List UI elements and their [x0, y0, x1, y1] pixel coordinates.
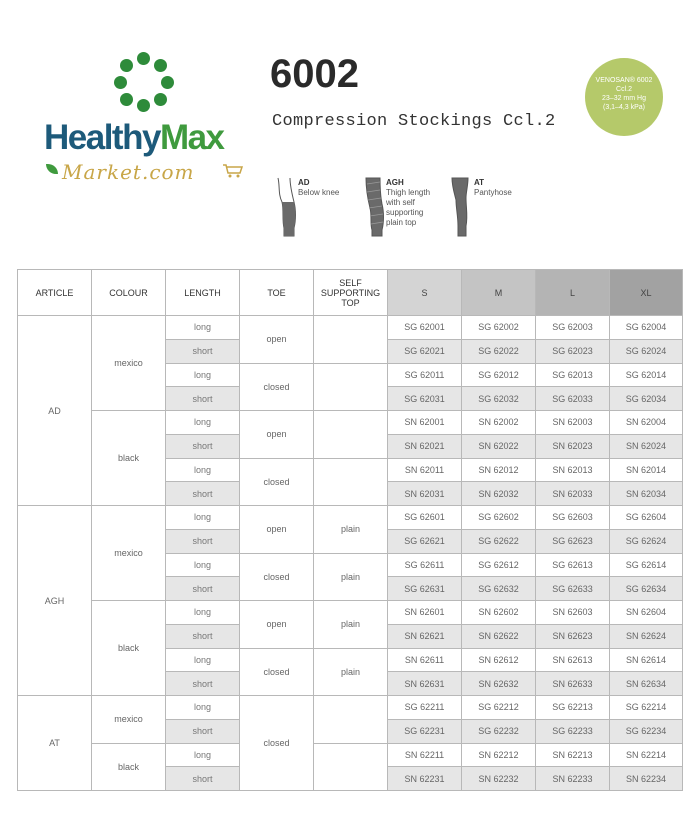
cart-icon	[222, 164, 244, 178]
venosan-badge	[585, 58, 663, 136]
table-row	[18, 411, 683, 435]
code-cell: SG 62232	[462, 719, 536, 743]
code-cell: SN 62601	[388, 601, 462, 625]
code-cell: SG 62632	[462, 577, 536, 601]
code-cell: SG 62612	[462, 553, 536, 577]
toe-cell: open	[240, 316, 314, 364]
code-cell: SN 62611	[388, 648, 462, 672]
length-cell: short	[166, 767, 240, 791]
code-cell: SN 62231	[388, 767, 462, 791]
top-cell	[314, 363, 388, 411]
code-cell: SG 62613	[536, 553, 610, 577]
top-cell	[314, 696, 388, 744]
code-cell: SG 62211	[388, 696, 462, 720]
variant-desc: Thigh length with self supporting plain top	[386, 188, 431, 227]
code-cell: SN 62613	[536, 648, 610, 672]
top-cell: plain	[314, 601, 388, 649]
code-cell: SG 62633	[536, 577, 610, 601]
badge-line-1: VENOSAN® 6002	[595, 77, 653, 84]
header-size-xl: XL	[610, 270, 683, 316]
length-cell: short	[166, 482, 240, 506]
length-cell: short	[166, 529, 240, 553]
colour-cell: black	[92, 601, 166, 696]
top-cell	[314, 411, 388, 459]
code-cell: SN 62002	[462, 411, 536, 435]
table-row	[18, 506, 683, 530]
top-cell	[314, 458, 388, 506]
code-cell: SG 62603	[536, 506, 610, 530]
top-cell	[314, 316, 388, 364]
code-cell: SN 62622	[462, 624, 536, 648]
code-cell: SG 62021	[388, 339, 462, 363]
article-cell: AT	[18, 696, 92, 791]
badge-line-3: 23–32 mm Hg	[602, 95, 646, 102]
toe-cell: open	[240, 601, 314, 649]
code-cell: SN 62621	[388, 624, 462, 648]
code-cell: SN 62631	[388, 672, 462, 696]
code-cell: SN 62612	[462, 648, 536, 672]
code-cell: SN 62003	[536, 411, 610, 435]
variant-desc: Below knee	[298, 188, 340, 197]
code-cell: SG 62212	[462, 696, 536, 720]
code-cell: SG 62031	[388, 387, 462, 411]
top-cell: plain	[314, 506, 388, 554]
code-cell: SN 62034	[610, 482, 683, 506]
healthymax-logo	[44, 52, 244, 192]
colour-cell: black	[92, 743, 166, 791]
code-cell: SG 62631	[388, 577, 462, 601]
table-row	[18, 696, 683, 720]
code-cell: SG 62214	[610, 696, 683, 720]
code-cell: SN 62633	[536, 672, 610, 696]
variant-code: AGH	[386, 178, 404, 187]
toe-cell: open	[240, 506, 314, 554]
code-cell: SN 62624	[610, 624, 683, 648]
code-cell: SN 62234	[610, 767, 683, 791]
logo-dots-icon	[114, 52, 174, 112]
length-cell: short	[166, 339, 240, 363]
thigh-stocking-icon	[362, 176, 386, 240]
code-cell: SN 62012	[462, 458, 536, 482]
code-cell: SN 62033	[536, 482, 610, 506]
length-cell: short	[166, 624, 240, 648]
code-cell: SN 62214	[610, 743, 683, 767]
toe-cell: closed	[240, 363, 314, 411]
code-cell: SN 62603	[536, 601, 610, 625]
length-cell: long	[166, 363, 240, 387]
code-cell: SN 62604	[610, 601, 683, 625]
colour-cell: mexico	[92, 696, 166, 744]
code-cell: SG 62604	[610, 506, 683, 530]
code-cell: SG 62602	[462, 506, 536, 530]
product-number: 6002	[270, 52, 359, 96]
code-cell: SG 62034	[610, 387, 683, 411]
length-cell: short	[166, 434, 240, 458]
header-size-l: L	[536, 270, 610, 316]
code-cell: SN 62634	[610, 672, 683, 696]
code-cell: SG 62032	[462, 387, 536, 411]
length-cell: short	[166, 577, 240, 601]
toe-cell: closed	[240, 553, 314, 601]
code-cell: SN 62024	[610, 434, 683, 458]
code-cell: SN 62031	[388, 482, 462, 506]
code-cell: SG 62622	[462, 529, 536, 553]
table-header-row	[18, 270, 683, 316]
logo-wordmark: HealthyMax	[44, 118, 224, 157]
toe-cell: closed	[240, 696, 314, 791]
length-cell: long	[166, 458, 240, 482]
toe-cell: open	[240, 411, 314, 459]
length-cell: short	[166, 719, 240, 743]
table-row	[18, 601, 683, 625]
code-cell: SN 62632	[462, 672, 536, 696]
code-cell: SG 62231	[388, 719, 462, 743]
header-toe: TOE	[240, 270, 314, 316]
product-spec-table	[17, 269, 683, 791]
code-cell: SG 62634	[610, 577, 683, 601]
code-cell: SG 62234	[610, 719, 683, 743]
length-cell: short	[166, 672, 240, 696]
code-cell: SN 62213	[536, 743, 610, 767]
code-cell: SN 62011	[388, 458, 462, 482]
code-cell: SG 62014	[610, 363, 683, 387]
logo-tagline: Market.com	[62, 160, 195, 184]
top-cell: plain	[314, 553, 388, 601]
variant-code: AT	[474, 178, 485, 187]
code-cell: SG 62023	[536, 339, 610, 363]
length-cell: long	[166, 316, 240, 340]
code-cell: SG 62012	[462, 363, 536, 387]
below-knee-stocking-icon	[274, 176, 298, 240]
code-cell: SN 62233	[536, 767, 610, 791]
code-cell: SN 62014	[610, 458, 683, 482]
code-cell: SN 62232	[462, 767, 536, 791]
variant-desc: Pantyhose	[474, 188, 512, 197]
code-cell: SG 62002	[462, 316, 536, 340]
code-cell: SN 62021	[388, 434, 462, 458]
code-cell: SG 62614	[610, 553, 683, 577]
article-cell: AGH	[18, 506, 92, 696]
code-cell: SG 62601	[388, 506, 462, 530]
length-cell: long	[166, 601, 240, 625]
top-cell: plain	[314, 648, 388, 696]
badge-line-4: (3,1–4,3 kPa)	[602, 104, 646, 111]
length-cell: long	[166, 506, 240, 530]
colour-cell: black	[92, 411, 166, 506]
code-cell: SN 62013	[536, 458, 610, 482]
code-cell: SN 62211	[388, 743, 462, 767]
length-cell: long	[166, 411, 240, 435]
code-cell: SG 62033	[536, 387, 610, 411]
length-cell: short	[166, 387, 240, 411]
article-cell: AD	[18, 316, 92, 506]
code-cell: SN 62602	[462, 601, 536, 625]
leaf-icon	[46, 164, 58, 174]
code-cell: SG 62233	[536, 719, 610, 743]
length-cell: long	[166, 648, 240, 672]
pantyhose-icon	[450, 176, 474, 240]
code-cell: SG 62213	[536, 696, 610, 720]
variant-code: AD	[298, 178, 310, 187]
code-cell: SG 62624	[610, 529, 683, 553]
colour-cell: mexico	[92, 316, 166, 411]
header-length: LENGTH	[166, 270, 240, 316]
toe-cell: closed	[240, 458, 314, 506]
code-cell: SG 62013	[536, 363, 610, 387]
code-cell: SN 62023	[536, 434, 610, 458]
length-cell: long	[166, 696, 240, 720]
top-cell	[314, 743, 388, 791]
header-size-m: M	[462, 270, 536, 316]
table-row	[18, 316, 683, 340]
length-cell: long	[166, 743, 240, 767]
code-cell: SN 62004	[610, 411, 683, 435]
code-cell: SG 62003	[536, 316, 610, 340]
toe-cell: closed	[240, 648, 314, 696]
code-cell: SN 62212	[462, 743, 536, 767]
code-cell: SN 62001	[388, 411, 462, 435]
code-cell: SG 62611	[388, 553, 462, 577]
header-colour: COLOUR	[92, 270, 166, 316]
table-row	[18, 743, 683, 767]
header-top: SELF SUPPORTING TOP	[314, 270, 388, 316]
code-cell: SN 62623	[536, 624, 610, 648]
code-cell: SN 62614	[610, 648, 683, 672]
colour-cell: mexico	[92, 506, 166, 601]
header-article: ARTICLE	[18, 270, 92, 316]
code-cell: SG 62004	[610, 316, 683, 340]
product-subtitle: Compression Stockings Ccl.2	[272, 112, 556, 131]
length-cell: long	[166, 553, 240, 577]
code-cell: SG 62623	[536, 529, 610, 553]
header-size-s: S	[388, 270, 462, 316]
code-cell: SG 62011	[388, 363, 462, 387]
code-cell: SG 62621	[388, 529, 462, 553]
code-cell: SG 62024	[610, 339, 683, 363]
code-cell: SG 62001	[388, 316, 462, 340]
badge-line-2: Ccl.2	[616, 86, 632, 93]
code-cell: SN 62022	[462, 434, 536, 458]
code-cell: SN 62032	[462, 482, 536, 506]
code-cell: SG 62022	[462, 339, 536, 363]
